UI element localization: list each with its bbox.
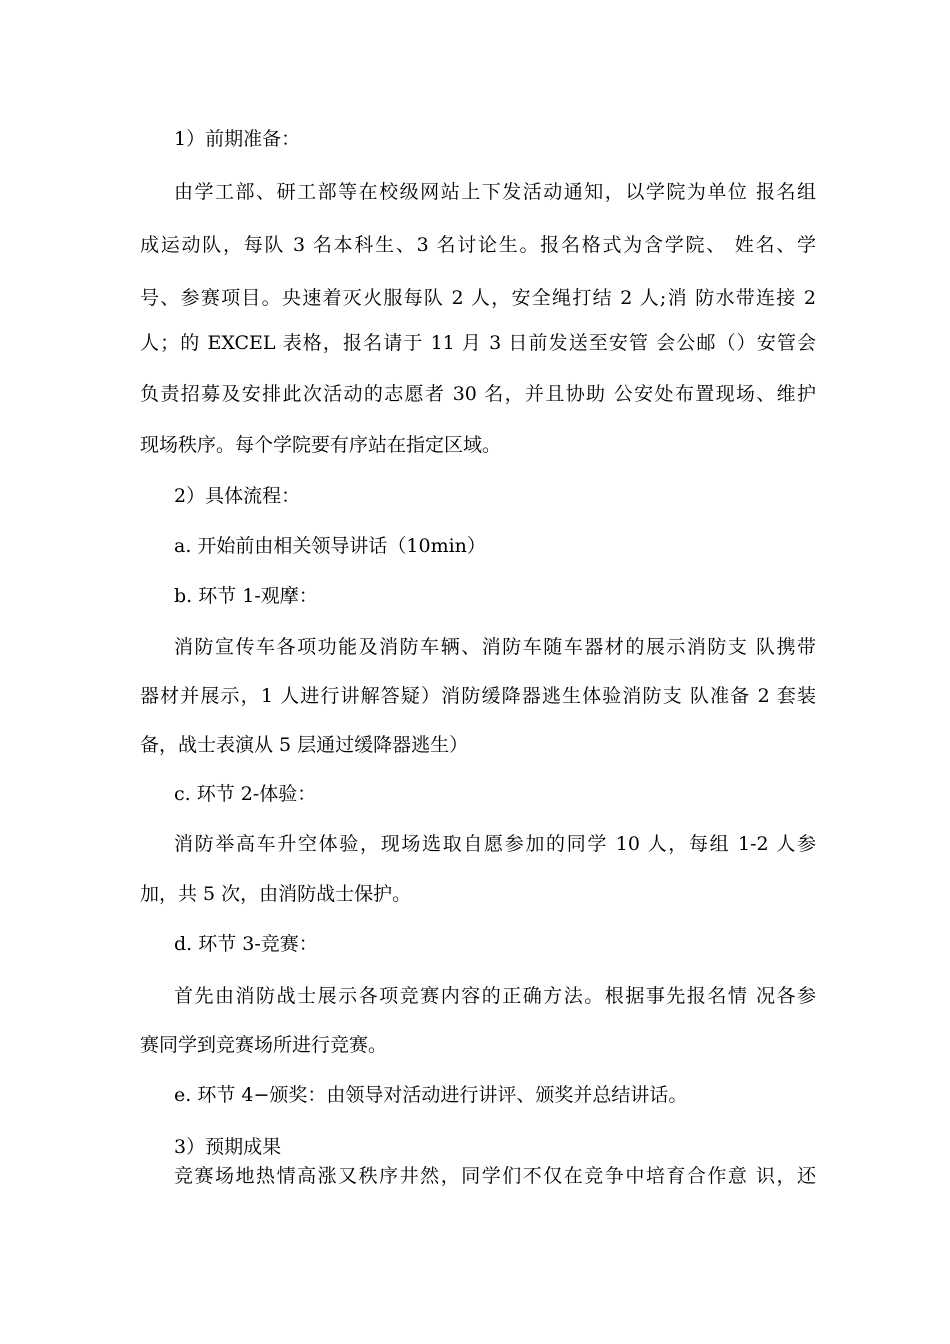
paragraph-line: 赛同学到竞赛场所进行竞赛。 [140,1034,388,1056]
paragraph-line: 消防宣传车各项功能及消防车辆、消防车随车器材的展示消防支 队携带 [174,636,816,658]
paragraph-line: 竞赛场地热情高涨又秩序井然，同学们不仅在竞争中培育合作意 识，还 [174,1165,816,1187]
paragraph-line: 备，战士表演从 5 层通过缓降器逃生） [140,734,469,756]
list-item: c. 环节 2-体验： [174,783,317,805]
paragraph-line: 加，共 5 次，由消防战士保护。 [140,883,412,905]
paragraph-line: 负责招募及安排此次活动的志愿者 30 名，并且协助 公安处布置现场、维护 [140,383,816,405]
list-item: d. 环节 3-竞赛： [174,933,318,955]
paragraph-line: 消防举高车升空体验，现场选取自愿参加的同学 10 人，每组 1-2 人参 [174,833,816,855]
paragraph-line: 号、参赛项目。央速着灭火服每队 2 人，安全绳打结 2 人;消 防水带连接 2 [140,287,816,309]
paragraph-line: 器材并展示，1 人进行讲解答疑）消防缓降器逃生体验消防支 队准备 2 套装 [140,685,816,707]
list-item: b. 环节 1-观摩： [174,585,318,607]
paragraph-line: 首先由消防战士展示各项竞赛内容的正确方法。根据事先报名情 况各参 [174,985,816,1007]
paragraph-line: 成运动队，每队 3 名本科生、3 名讨论生。报名格式为含学院、 姓名、学 [140,234,816,256]
paragraph-line: 由学工部、研工部等在校级网站上下发活动通知，以学院为单位 报名组 [174,181,816,203]
list-item: e. 环节 4−颁奖：由领导对活动进行讲评、颁奖并总结讲话。 [174,1084,688,1106]
section-heading-outcome: 3）预期成果 [174,1136,282,1158]
section-heading-process: 2）具体流程： [174,485,301,507]
section-heading-preparation: 1）前期准备： [174,128,301,150]
list-item: a. 开始前由相关领导讲话（10min） [174,535,486,557]
paragraph-line: 人；的 EXCEL 表格，报名请于 11 月 3 日前发送至安管 会公邮（）安管会 [140,332,816,354]
paragraph-line: 现场秩序。每个学院要有序站在指定区域。 [140,434,502,456]
